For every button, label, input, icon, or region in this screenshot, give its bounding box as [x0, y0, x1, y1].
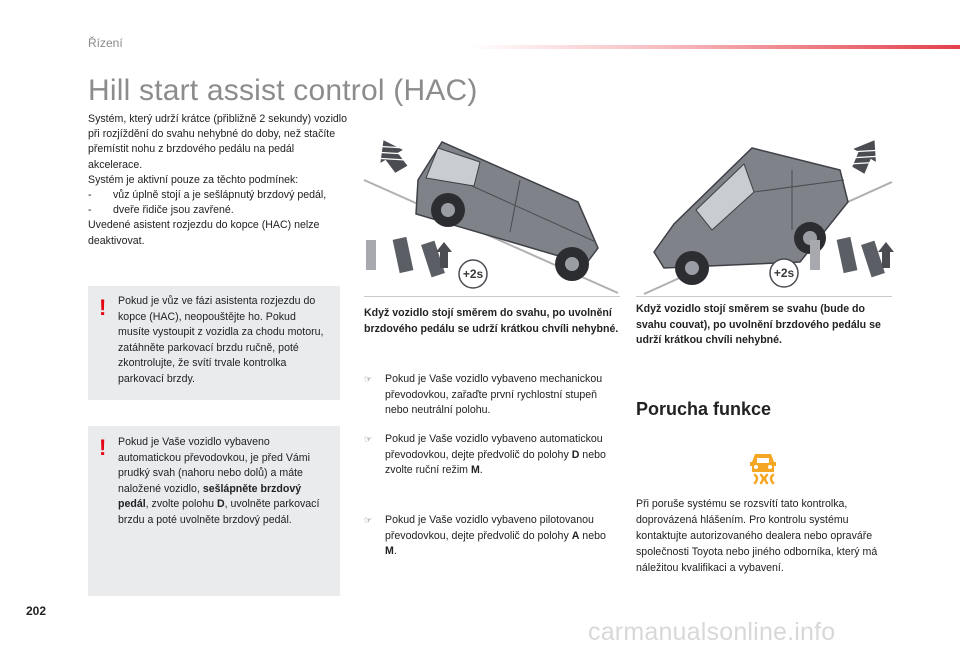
condition-item: - vůz úplně stojí a je sešlápnutý brzdový pedál,: [88, 189, 327, 202]
warning-lamp-icon: [745, 450, 781, 486]
timer-badge: +2s: [773, 266, 795, 280]
pointer-icon: ☞: [364, 374, 373, 384]
intro-text: [88, 112, 348, 249]
uphill-caption: Když vozidlo stojí směrem do svahu, po uvolnění brzdového pedálu se udrží krátkou chvíli nehybné.: [364, 307, 619, 335]
header-accent-rule: [470, 45, 960, 49]
piloted-gearbox-note: ☞ Pokud je Vaše vozidlo vybaveno pilotovanou převodovkou, dejte předvolič do polohy A nebo M.: [364, 514, 606, 557]
intro-paragraph: Systém, který udrží krátce (přibližně 2 sekundy) vozidlo při rozjíždění do svahu nehybné do doby, než stačíte přemístit nohu z brzdového pedálu na pedál akcelerace.: [88, 113, 348, 171]
timer-badge: +2s: [462, 267, 484, 281]
intro-conditions: Systém je aktivní pouze za těchto podmínek:: [88, 173, 299, 186]
warning-text: Pokud je Vaše vozidlo vybaveno automatickou převodovkou, je před Vámi prudký svah (nahoru nebo dolů) a máte naložené vozidlo, sešlápněte brzdový pedál, zvolte polohu D, uvolněte parkovací brzdu a poté uvolněte brzdový pedál.: [118, 436, 320, 526]
direction-arrow-icon: [371, 134, 411, 176]
warning-box: [88, 286, 340, 400]
failure-text: Při poruše systému se rozsvítí tato kontrolka, doprovázená hlášením. Pro kontrolu systému kontaktujte autorizovaného dealera nebo opraváře společnosti Toyota nebo jiného odborníka, který má náležitou kvalifikaci a vybavení.: [636, 498, 878, 574]
intro-note: Uvedené asistent rozjezdu do kopce (HAC) nelze deaktivovat.: [88, 219, 320, 247]
warning-icon: !: [99, 295, 107, 320]
direction-arrow-icon: [845, 133, 885, 175]
pointer-icon: ☞: [364, 515, 373, 525]
condition-item: - dveře řidiče jsou zavřené.: [88, 204, 234, 217]
section-label: Řízení: [88, 36, 123, 50]
warning-text: Pokud je vůz ve fázi asistenta rozjezdu do kopce (HAC), neopouštějte ho. Pokud musíte vystoupit z vozidla za chodu motoru, zatáhněte parkovací brzdu ručně, poté zkontrolujte, že svítí trvale kontrolka parkovací brzdy.: [118, 295, 324, 385]
failure-heading: Porucha funkce: [636, 399, 772, 419]
warning-icon: !: [99, 435, 107, 460]
manual-gearbox-note: ☞ Pokud je Vaše vozidlo vybaveno mechanickou převodovkou, zařaďte první rychlostní stupeň nebo neutrální polohu.: [364, 373, 603, 416]
downhill-caption: Když vozidlo stojí směrem se svahu (bude do svahu couvat), po uvolnění brzdového pedálu se udrží krátkou chvíli nehybné.: [636, 303, 881, 346]
watermark: carmanualsonline.info: [588, 618, 836, 646]
divider: [636, 296, 892, 297]
pointer-icon: ☞: [364, 434, 373, 444]
uphill-illustration: [360, 128, 622, 300]
warning-box: [88, 426, 340, 596]
downhill-illustration: [634, 128, 896, 300]
page-number: 202: [26, 604, 47, 618]
automatic-gearbox-note: ☞ Pokud je Vaše vozidlo vybaveno automatickou převodovkou, dejte předvolič do polohy D nebo zvolte ruční režim M.: [364, 433, 606, 476]
divider: [364, 296, 620, 297]
page-title: Hill start assist control (HAC): [88, 74, 478, 107]
